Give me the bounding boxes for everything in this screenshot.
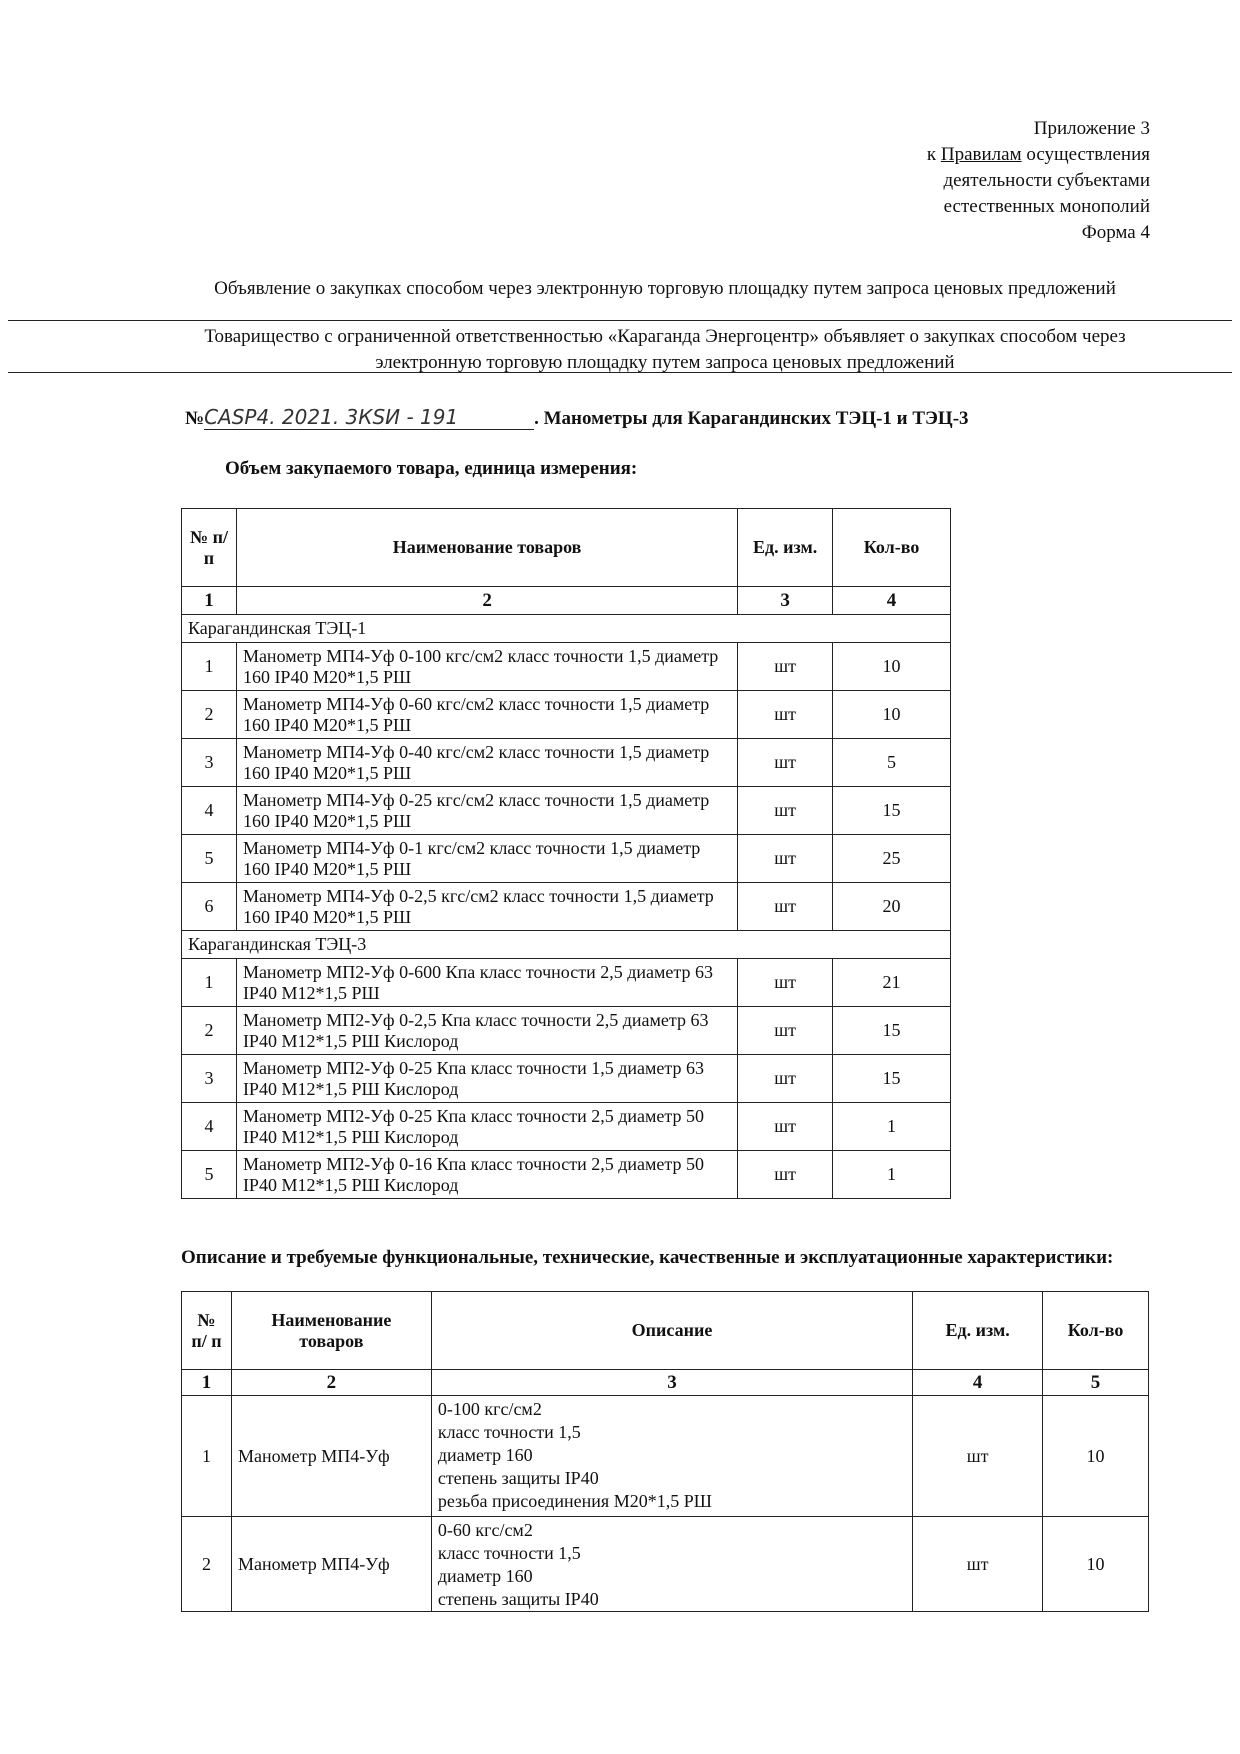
goods-table-row: [182, 787, 951, 835]
goods-row-name: Манометр МП2-Уф 0-25 Кпа класс точности 2,5 диаметр 50 IP40 М12*1,5 РШ Кислород: [236, 1103, 737, 1151]
goods-row-qty: 25: [833, 835, 951, 883]
desc-header-row: [182, 1292, 1149, 1370]
goods-column-number-row: [182, 587, 951, 615]
goods-row-unit: шт: [738, 739, 833, 787]
volume-heading: Объем закупаемого товара, единица измерения:: [225, 458, 638, 479]
goods-table-row: [182, 739, 951, 787]
goods-table-row: [182, 883, 951, 931]
desc-line: 0-60 кгс/см2: [437, 1520, 533, 1540]
goods-row-qty: 5: [833, 739, 951, 787]
goods-row-name: Манометр МП4-Уф 0-1 кгс/см2 класс точности 1,5 диаметр 160 IP40 М20*1,5 РШ: [236, 835, 737, 883]
goods-row-unit: шт: [738, 787, 833, 835]
appendix-line-3: деятельности субъектами: [943, 170, 1150, 191]
goods-row-number: 5: [182, 1151, 237, 1199]
goods-row-name: Манометр МП4-Уф 0-2,5 кгс/см2 класс точности 1,5 диаметр 160 IP40 М20*1,5 РШ: [236, 883, 737, 931]
goods-table-row: [182, 959, 951, 1007]
desc-header-name: Наименование товаров: [231, 1292, 431, 1370]
goods-row-name: Манометр МП4-Уф 0-60 кгс/см2 класс точности 1,5 диаметр 160 IP40 М20*1,5 РШ: [236, 691, 737, 739]
goods-row-number: 4: [182, 787, 237, 835]
desc-col-num-1: 1: [182, 1370, 232, 1396]
goods-row-name: Манометр МП4-Уф 0-100 кгс/см2 класс точности 1,5 диаметр 160 IP40 М20*1,5 РШ: [236, 643, 737, 691]
goods-table-row: [182, 1103, 951, 1151]
goods-table-body: [182, 509, 951, 1199]
goods-table-row: [182, 835, 951, 883]
desc-row-qty: 10: [1043, 1517, 1149, 1612]
appendix-line-2-suffix: осуществления: [1021, 144, 1150, 165]
company-announcement: Товарищество с ограниченной ответственностью «Караганда Энергоцентр» объявляет о закупках способом через электронную торговую площадку путем запроса ценовых предложений: [204, 326, 1126, 373]
desc-line: резьба присоединения М20*1,5 РШ: [437, 1491, 712, 1511]
goods-row-qty: 1: [833, 1151, 951, 1199]
description-heading: Описание и требуемые функциональные, технические, качественные и эксплуатационные характеристики:: [181, 1247, 1114, 1268]
rules-link: Правилам: [940, 144, 1022, 165]
desc-table-row: [182, 1396, 1149, 1517]
goods-row-unit: шт: [738, 1151, 833, 1199]
goods-section-title: Карагандинская ТЭЦ-1: [182, 615, 951, 643]
desc-line: диаметр 160: [437, 1445, 533, 1465]
goods-row-number: 1: [182, 959, 237, 1007]
desc-table-row: [182, 1517, 1149, 1612]
goods-header-number: № п/п: [182, 509, 237, 587]
goods-row-qty: 21: [833, 959, 951, 1007]
description-table-body: [182, 1292, 1149, 1612]
goods-row-unit: шт: [738, 1055, 833, 1103]
appendix-line-4: естественных монополий: [943, 196, 1150, 217]
goods-header-row: [182, 509, 951, 587]
desc-header-description: Описание: [431, 1292, 912, 1370]
desc-header-qty: Кол-во: [1043, 1292, 1149, 1370]
goods-row-unit: шт: [738, 643, 833, 691]
desc-row-description: [431, 1517, 912, 1612]
appendix-line-1: Приложение 3: [1033, 118, 1150, 139]
desc-row-qty: 10: [1043, 1396, 1149, 1517]
goods-row-number: 5: [182, 835, 237, 883]
goods-col-num-2: 2: [236, 587, 737, 615]
goods-row-unit: шт: [738, 1007, 833, 1055]
goods-row-qty: 20: [833, 883, 951, 931]
goods-row-qty: 10: [833, 691, 951, 739]
goods-row-name: Манометр МП2-Уф 0-16 Кпа класс точности 2,5 диаметр 50 IP40 М12*1,5 РШ Кислород: [236, 1151, 737, 1199]
goods-row-number: 3: [182, 1055, 237, 1103]
goods-col-num-1: 1: [182, 587, 237, 615]
announcement-title: Объявление о закупках способом через электронную торговую площадку путем запроса ценовых предложений: [214, 278, 1116, 299]
goods-row-unit: шт: [738, 835, 833, 883]
desc-col-num-2: 2: [231, 1370, 431, 1396]
divider-line-1: [8, 320, 1232, 321]
goods-row-qty: 15: [833, 1055, 951, 1103]
appendix-line-2: [780, 142, 1150, 168]
goods-row-number: 4: [182, 1103, 237, 1151]
desc-header-unit: Ед. изм.: [913, 1292, 1043, 1370]
desc-col-num-5: 5: [1043, 1370, 1149, 1396]
goods-table-row: [182, 691, 951, 739]
goods-row-number: 2: [182, 1007, 237, 1055]
goods-col-num-3: 3: [738, 587, 833, 615]
desc-line: 0-100 кгс/см2: [437, 1399, 542, 1419]
goods-table-row: [182, 1007, 951, 1055]
desc-header-number: № п/ п: [182, 1292, 232, 1370]
desc-col-num-3: 3: [431, 1370, 912, 1396]
desc-row-name: Манометр МП4-Уф: [231, 1517, 431, 1612]
goods-table: [181, 508, 951, 1199]
goods-row-name: Манометр МП2-Уф 0-25 Кпа класс точности 1,5 диаметр 63 IP40 М12*1,5 РШ Кислород: [236, 1055, 737, 1103]
lot-line: [185, 405, 969, 430]
goods-row-qty: 15: [833, 1007, 951, 1055]
goods-table-row: [182, 1055, 951, 1103]
lot-number-prefix: №: [185, 408, 205, 429]
goods-row-number: 3: [182, 739, 237, 787]
desc-line: класс точности 1,5: [437, 1543, 581, 1563]
goods-row-unit: шт: [738, 691, 833, 739]
goods-table-row: [182, 1151, 951, 1199]
desc-line: степень защиты IP40: [437, 1468, 599, 1488]
goods-section-row: [182, 931, 951, 959]
desc-line: диаметр 160: [437, 1566, 533, 1586]
goods-row-name: Манометр МП2-Уф 0-600 Кпа класс точности 2,5 диаметр 63 IP40 М12*1,5 РШ: [236, 959, 737, 1007]
description-table: [181, 1291, 1149, 1612]
goods-header-name: Наименование товаров: [236, 509, 737, 587]
appendix-line-5: Форма 4: [1081, 222, 1150, 243]
desc-row-number: 1: [182, 1396, 232, 1517]
goods-row-name: Манометр МП4-Уф 0-40 кгс/см2 класс точности 1,5 диаметр 160 IP40 М20*1,5 РШ: [236, 739, 737, 787]
goods-row-qty: 1: [833, 1103, 951, 1151]
goods-row-unit: шт: [738, 1103, 833, 1151]
goods-row-name: Манометр МП4-Уф 0-25 кгс/см2 класс точности 1,5 диаметр 160 IP40 М20*1,5 РШ: [236, 787, 737, 835]
goods-section-title: Карагандинская ТЭЦ-3: [182, 931, 951, 959]
lot-title: . Манометры для Карагандинских ТЭЦ-1 и ТЭЦ-3: [534, 408, 969, 429]
lot-number-handwritten: CASP4. 2021. 3КSИ - 191: [204, 405, 534, 430]
desc-row-unit: шт: [913, 1517, 1043, 1612]
divider-line-2: [8, 372, 1232, 373]
desc-col-num-4: 4: [913, 1370, 1043, 1396]
desc-row-number: 2: [182, 1517, 232, 1612]
goods-table-row: [182, 643, 951, 691]
goods-row-unit: шт: [738, 883, 833, 931]
goods-header-qty: Кол-во: [833, 509, 951, 587]
goods-row-qty: 15: [833, 787, 951, 835]
appendix-block: [780, 116, 1150, 246]
desc-column-number-row: [182, 1370, 1149, 1396]
goods-section-row: [182, 615, 951, 643]
desc-line: класс точности 1,5: [437, 1422, 581, 1442]
goods-row-number: 2: [182, 691, 237, 739]
desc-row-description: [431, 1396, 912, 1517]
goods-header-unit: Ед. изм.: [738, 509, 833, 587]
goods-row-name: Манометр МП2-Уф 0-2,5 Кпа класс точности 2,5 диаметр 63 IP40 М12*1,5 РШ Кислород: [236, 1007, 737, 1055]
goods-row-number: 6: [182, 883, 237, 931]
goods-row-unit: шт: [738, 959, 833, 1007]
desc-row-name: Манометр МП4-Уф: [231, 1396, 431, 1517]
goods-row-number: 1: [182, 643, 237, 691]
desc-line: степень защиты IP40: [437, 1589, 599, 1609]
appendix-line-2-prefix: к: [926, 144, 941, 165]
desc-row-unit: шт: [913, 1396, 1043, 1517]
goods-row-qty: 10: [833, 643, 951, 691]
goods-col-num-4: 4: [833, 587, 951, 615]
